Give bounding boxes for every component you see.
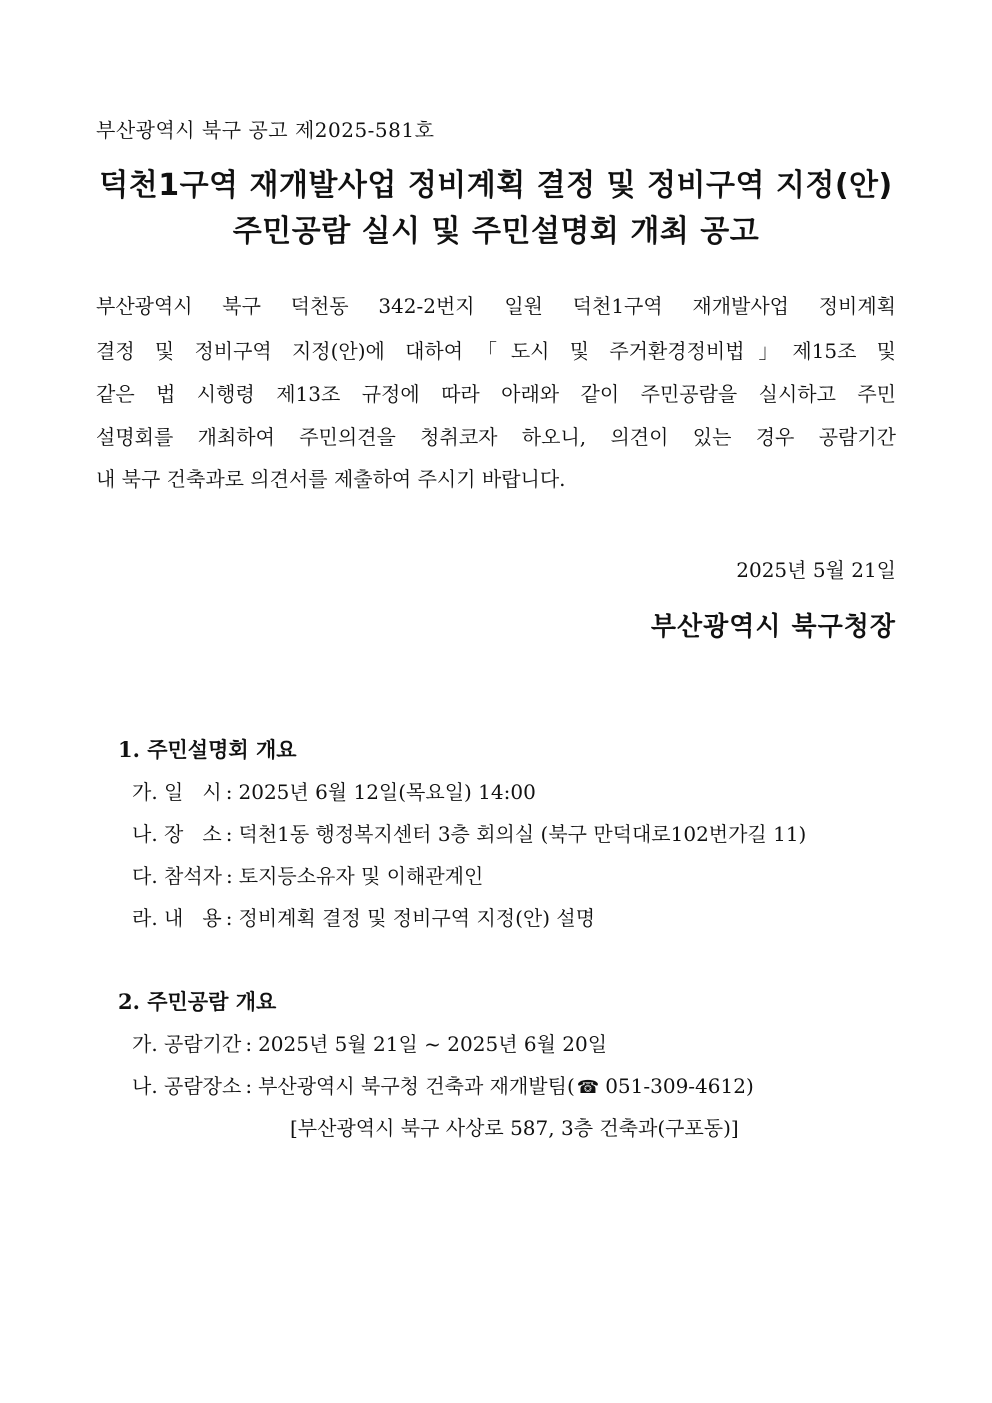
section-2-address: [부산광역시 북구 사상로 587, 3층 건축과(구포동)] — [290, 1116, 739, 1140]
title-line-1: 덕천1구역 재개발사업 정비계획 결정 및 정비구역 지정(안) — [99, 168, 893, 203]
item-label: 나. 공람장소 — [132, 1074, 242, 1098]
item-label: 나. 장 소 — [132, 822, 222, 846]
notice-date: 2025년 5월 21일 — [736, 558, 896, 582]
section-1-heading: 1. 주민설명회 개요 — [118, 737, 297, 762]
item-label: 가. 일 시 — [132, 780, 222, 804]
item-value: 덕천1동 행정복지센터 3층 회의실 (북구 만덕대로102번가길 11) — [238, 822, 807, 846]
section-2-heading: 2. 주민공람 개요 — [118, 989, 277, 1014]
colon: : — [245, 1074, 253, 1098]
item-value: 정비계획 결정 및 정비구역 지정(안) 설명 — [238, 906, 596, 930]
item-value: 2025년 6월 12일(목요일) 14:00 — [238, 780, 536, 804]
body-line-1: 부산광역시 북구 덕천동 342-2번지 일원 덕천1구역 재개발사업 정비계획 — [96, 294, 896, 318]
colon: : — [225, 780, 233, 804]
section-2-item-location — [132, 1070, 754, 1099]
section-2-item-period — [132, 1028, 607, 1057]
colon: : — [225, 906, 233, 930]
phone-number: 051-309-4612) — [605, 1074, 754, 1098]
notice-number: 부산광역시 북구 공고 제2025-581호 — [96, 118, 435, 142]
item-value: 부산광역시 북구청 건축과 재개발팀( — [258, 1074, 575, 1098]
title-line-2: 주민공람 실시 및 주민설명회 개최 공고 — [232, 214, 760, 249]
item-label: 다. 참석자 — [132, 864, 222, 888]
body-line-3: 같은 법 시행령 제13조 규정에 따라 아래와 같이 주민공람을 실시하고 주민 — [96, 382, 896, 406]
body-line-4: 설명회를 개최하여 주민의견을 청취코자 하오니, 의견이 있는 경우 공람기간 — [96, 425, 896, 449]
colon: : — [226, 864, 233, 888]
item-label: 가. 공람기간 — [132, 1032, 242, 1056]
section-1-item-place — [132, 818, 806, 847]
item-value: 2025년 5월 21일 ~ 2025년 6월 20일 — [258, 1032, 608, 1056]
signer: 부산광역시 북구청장 — [650, 612, 896, 642]
item-value: 토지등소유자 및 이해관계인 — [238, 864, 484, 888]
section-1-item-datetime — [132, 776, 536, 805]
telephone-icon: ☎ — [576, 1077, 600, 1098]
section-1-item-content — [132, 902, 595, 931]
colon: : — [245, 1032, 253, 1056]
item-label: 라. 내 용 — [132, 906, 222, 930]
section-1-item-attendees — [132, 860, 483, 889]
body-line-5: 내 북구 건축과로 의견서를 제출하여 주시기 바랍니다. — [96, 467, 566, 491]
colon: : — [225, 822, 233, 846]
body-line-2: 결정 및 정비구역 지정(안)에 대하여「도시 및 주거환경정비법」제15조 및 — [96, 339, 896, 363]
